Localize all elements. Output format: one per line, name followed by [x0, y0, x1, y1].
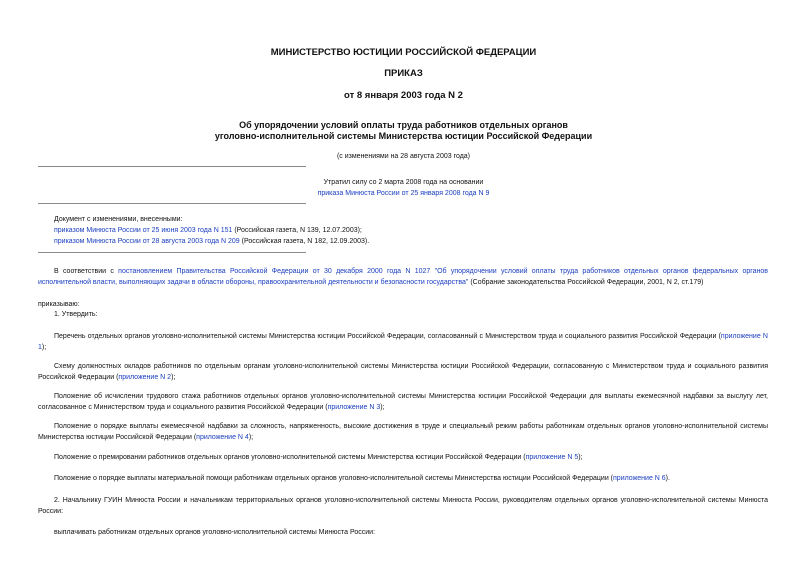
appendix-2-link[interactable]: приложение N 2: [118, 374, 172, 381]
divider-amendments: [38, 252, 306, 253]
appendix-paragraph-6: [38, 473, 768, 484]
amendment-source-1: (Российская газета, N 139, 12.07.2003);: [232, 227, 362, 234]
amendment-item: [54, 225, 362, 236]
amendment-source-2: (Российская газета, N 182, 12.09.2003).: [239, 238, 370, 245]
preamble-text-end: (Собрание законодательства Российской Федерации, 2001, N 2, ст.179): [468, 279, 704, 286]
appendix-2-end: );: [171, 374, 176, 381]
preamble-paragraph: [38, 266, 768, 288]
appendix-3-text: Положение об исчислении трудового стажа работников отдельных органов уголовно-исполнительной системы Министерства юстиции Российской Федерации для выплаты ежемесячной надбавки за выслугу лет, согласованное с Министерством труда и социального развития Российской Федерации (: [38, 393, 768, 411]
item-2-paragraph: 2. Начальнику ГУИН Минюста России и начальникам территориальных органов уголовно-исполнительной системы Минюста России, руководителям отдельных органов уголовно-исполнительной системы Минюста России:: [38, 497, 768, 515]
appendix-3-link[interactable]: приложение N 3: [327, 404, 381, 411]
appendix-4-end: );: [248, 434, 254, 441]
repeal-order-link[interactable]: приказа Минюста России от 25 января 2008 года N 9: [317, 190, 490, 197]
item-2-subparagraph: выплачивать работникам отдельных органов уголовно-исполнительной системы Минюста России:: [54, 529, 376, 536]
appendix-4-link[interactable]: приложение N 4: [196, 434, 249, 441]
appendix-paragraph-3: [38, 391, 768, 413]
government-decree-link[interactable]: постановлением Правительства Российской Федерации от 30 декабря 2000 года N 1027 "Об упорядочении условий оплаты труда работников отдельных органов федеральных органов исполнительной власти, выполняющих задачи в области обороны, правоохранительной деятельности и безопасности государства": [38, 268, 768, 286]
amendments-intro: Документ с изменениями, внесенными:: [54, 216, 183, 223]
amendment-link-2[interactable]: приказом Минюста России от 28 августа 2003 года N 209: [54, 238, 240, 245]
doc-date-number: от 8 января 2003 года N 2: [344, 90, 463, 101]
appendix-paragraph-5: [38, 452, 768, 463]
doc-title-line2: уголовно-исполнительной системы Министерства юстиции Российской Федерации: [214, 131, 593, 141]
appendix-5-link[interactable]: приложение N 5: [525, 454, 579, 461]
ministry-heading: МИНИСТЕРСТВО ЮСТИЦИИ РОССИЙСКОЙ ФЕДЕРАЦИИ: [270, 47, 537, 58]
divider-top: [38, 166, 306, 167]
appendix-1-text: Перечень отдельных органов уголовно-исполнительной системы Министерства юстиции Российской Федерации, согласованный с Министерством труда и социального развития Российской Федерации (: [54, 333, 721, 340]
repeal-line: Утратил силу со 2 марта 2008 года на основании: [323, 179, 484, 186]
appendix-4-text: Положение о порядке выплаты ежемесячной надбавки за сложность, напряженность, высокие достижения в труде и специальный режим работы работникам отдельных органов уголовно-исполнительной системы Министерства юстиции Российской Федерации (: [38, 423, 768, 441]
appendix-paragraph-1: [38, 331, 768, 353]
order-word: приказываю:: [38, 301, 80, 308]
appendix-paragraph-2: [38, 361, 768, 383]
appendix-3-end: );: [380, 404, 385, 411]
amendment-item: [54, 236, 369, 247]
divider-repeal: [38, 203, 306, 204]
appendix-5-end: );: [578, 454, 583, 461]
item-1-heading: 1. Утвердить:: [54, 311, 98, 318]
appendix-1-link[interactable]: приложение N 1: [38, 333, 768, 351]
appendix-5-text: Положение о премировании работников отдельных органов уголовно-исполнительной системы Министерства юстиции Российской Федерации (: [54, 454, 526, 461]
amendment-link-1[interactable]: приказом Минюста России от 25 июня 2003 года N 151: [54, 227, 233, 234]
changes-note: (с изменениями на 28 августа 2003 года): [336, 153, 471, 160]
doc-type-heading: ПРИКАЗ: [384, 68, 423, 79]
appendix-6-link[interactable]: приложение N 6: [613, 475, 666, 482]
appendix-2-text: Схему должностных окладов работников по отдельным органам уголовно-исполнительной системы Министерства юстиции Российской Федерации, согласованную с Министерством труда и социального развития Российской Федерации (: [38, 363, 768, 381]
preamble-text-start: В соответствии с: [54, 268, 119, 275]
doc-title-line1: Об упорядочении условий оплаты труда работников отдельных органов: [239, 120, 568, 130]
appendix-paragraph-4: [38, 421, 768, 443]
appendix-6-end: ).: [665, 475, 670, 482]
appendix-1-end: );: [41, 344, 47, 351]
appendix-6-text: Положение о порядке выплаты материальной помощи работникам отдельных органов уголовно-исполнительной системы Министерства юстиции Российской Федерации (: [54, 475, 614, 482]
